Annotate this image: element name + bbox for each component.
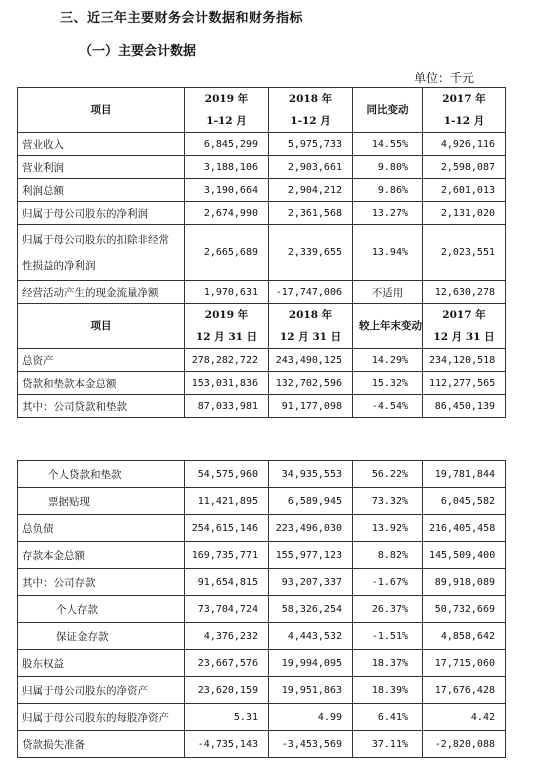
value-cell: 4,926,116: [423, 133, 506, 156]
value-cell: 132,702,596: [269, 372, 353, 395]
value-cell: 278,282,722: [185, 349, 269, 372]
row-label: 股东权益: [18, 650, 185, 677]
value-cell: 2,361,568: [269, 202, 353, 225]
row-label: 其中：公司贷款和垫款: [18, 395, 185, 418]
header-2019: 2019 年 1-12 月: [185, 88, 269, 133]
value-cell: 223,496,030: [269, 515, 353, 542]
row-label: 其中：公司存款: [18, 569, 185, 596]
row-label: 个人存款: [18, 596, 185, 623]
unit-label: 单位：千元: [413, 71, 474, 85]
change-cell: 13.92%: [353, 515, 423, 542]
value-cell: 5,975,733: [269, 133, 353, 156]
header-item: 项目: [18, 88, 185, 133]
header-2017: 2017 年 1-12 月: [423, 88, 506, 133]
value-cell: 4,376,232: [185, 623, 269, 650]
table-row: [18, 623, 506, 650]
header-2017-dec31: 2017 年 12 月 31 日: [423, 304, 506, 349]
table-row: [18, 461, 506, 488]
value-cell: 169,735,771: [185, 542, 269, 569]
value-cell: 6,045,582: [423, 488, 506, 515]
value-cell: -2,820,088: [423, 731, 506, 758]
value-cell: 86,450,139: [423, 395, 506, 418]
value-cell: 153,031,836: [185, 372, 269, 395]
header-item: 项目: [18, 304, 185, 349]
table-row: [18, 731, 506, 758]
value-cell: 91,654,815: [185, 569, 269, 596]
table-row: [18, 542, 506, 569]
value-cell: 58,326,254: [269, 596, 353, 623]
value-cell: 89,918,089: [423, 569, 506, 596]
row-label: 贷款损失准备: [18, 731, 185, 758]
value-cell: 3,188,106: [185, 156, 269, 179]
value-cell: 2,674,990: [185, 202, 269, 225]
value-cell: 23,620,159: [185, 677, 269, 704]
header-2018-dec31: 2018 年 12 月 31 日: [269, 304, 353, 349]
value-cell: 2,904,212: [269, 179, 353, 202]
header-change: 同比变动: [353, 88, 423, 133]
row-label: 个人贷款和垫款: [18, 461, 185, 488]
value-cell: -17,747,006: [269, 281, 353, 304]
accounting-data-table-top: [17, 87, 506, 418]
row-label: 营业利润: [18, 156, 185, 179]
value-cell: 234,120,518: [423, 349, 506, 372]
value-cell: 3,190,664: [185, 179, 269, 202]
value-cell: 145,509,400: [423, 542, 506, 569]
value-cell: 112,277,565: [423, 372, 506, 395]
row-label: 贷款和垫款本金总额: [18, 372, 185, 395]
table-row: [18, 156, 506, 179]
change-cell: 14.29%: [353, 349, 423, 372]
row-label: 总资产: [18, 349, 185, 372]
value-cell: 91,177,098: [269, 395, 353, 418]
change-cell: -4.54%: [353, 395, 423, 418]
row-label: 营业收入: [18, 133, 185, 156]
value-cell: 2,665,689: [185, 225, 269, 281]
value-cell: 254,615,146: [185, 515, 269, 542]
value-cell: 5.31: [185, 704, 269, 731]
value-cell: 6,589,945: [269, 488, 353, 515]
value-cell: 4.42: [423, 704, 506, 731]
change-cell: 13.94%: [353, 225, 423, 281]
value-cell: 155,977,123: [269, 542, 353, 569]
change-cell: 6.41%: [353, 704, 423, 731]
change-cell: 26.37%: [353, 596, 423, 623]
row-label: 存款本金总额: [18, 542, 185, 569]
change-cell: 18.37%: [353, 650, 423, 677]
row-label: 经营活动产生的现金流量净额: [18, 281, 185, 304]
value-cell: 19,994,095: [269, 650, 353, 677]
row-label: 归属于母公司股东的净利润: [18, 202, 185, 225]
table-header-row: [18, 88, 506, 133]
value-cell: 17,676,428: [423, 677, 506, 704]
table-header-row: [18, 304, 506, 349]
change-cell: -1.67%: [353, 569, 423, 596]
table-row: [18, 179, 506, 202]
row-label: 归属于母公司股东的净资产: [18, 677, 185, 704]
table-row: [18, 225, 506, 281]
table-row: [18, 349, 506, 372]
value-cell: 87,033,981: [185, 395, 269, 418]
value-cell: 4.99: [269, 704, 353, 731]
table-row: [18, 372, 506, 395]
value-cell: 50,732,669: [423, 596, 506, 623]
value-cell: 93,207,337: [269, 569, 353, 596]
header-change-vs-last-year-end: 较上年末变动: [353, 304, 423, 349]
value-cell: 19,951,863: [269, 677, 353, 704]
table-row: [18, 133, 506, 156]
table-row: [18, 281, 506, 304]
change-cell: 18.39%: [353, 677, 423, 704]
change-cell: 73.32%: [353, 488, 423, 515]
table-row: [18, 704, 506, 731]
change-cell: 8.82%: [353, 542, 423, 569]
row-label: 归属于母公司股东的扣除非经常性损益的净利润: [18, 225, 185, 281]
value-cell: 4,443,532: [269, 623, 353, 650]
value-cell: 73,704,724: [185, 596, 269, 623]
value-cell: 6,845,299: [185, 133, 269, 156]
header-2018: 2018 年 1-12 月: [269, 88, 353, 133]
value-cell: 2,339,655: [269, 225, 353, 281]
table-row: [18, 395, 506, 418]
change-cell: 13.27%: [353, 202, 423, 225]
value-cell: 2,131,020: [423, 202, 506, 225]
table-row: [18, 677, 506, 704]
table-row: [18, 650, 506, 677]
change-cell: 不适用: [353, 281, 423, 304]
row-label: 保证金存款: [18, 623, 185, 650]
row-label: 总负债: [18, 515, 185, 542]
row-label: 利润总额: [18, 179, 185, 202]
value-cell: 17,715,060: [423, 650, 506, 677]
change-cell: 15.32%: [353, 372, 423, 395]
value-cell: 216,405,458: [423, 515, 506, 542]
value-cell: 19,781,844: [423, 461, 506, 488]
accounting-data-table-bottom: [17, 460, 506, 758]
value-cell: 243,490,125: [269, 349, 353, 372]
change-cell: 56.22%: [353, 461, 423, 488]
value-cell: 54,575,960: [185, 461, 269, 488]
value-cell: 2,598,087: [423, 156, 506, 179]
value-cell: 11,421,895: [185, 488, 269, 515]
header-2019-dec31: 2019 年 12 月 31 日: [185, 304, 269, 349]
table-row: [18, 569, 506, 596]
change-cell: 14.55%: [353, 133, 423, 156]
change-cell: 9.86%: [353, 179, 423, 202]
value-cell: 34,935,553: [269, 461, 353, 488]
value-cell: -3,453,569: [269, 731, 353, 758]
table-row: [18, 596, 506, 623]
section-title: 三、近三年主要财务会计数据和财务指标: [60, 11, 304, 26]
sub-title: （一）主要会计数据: [79, 44, 197, 59]
value-cell: 23,667,576: [185, 650, 269, 677]
change-cell: -1.51%: [353, 623, 423, 650]
row-label: 票据贴现: [18, 488, 185, 515]
table-row: [18, 515, 506, 542]
row-label: 归属于母公司股东的每股净资产: [18, 704, 185, 731]
value-cell: 2,023,551: [423, 225, 506, 281]
value-cell: 2,903,661: [269, 156, 353, 179]
table-row: [18, 488, 506, 515]
value-cell: 2,601,013: [423, 179, 506, 202]
value-cell: 4,858,642: [423, 623, 506, 650]
table-row: [18, 202, 506, 225]
value-cell: 1,970,631: [185, 281, 269, 304]
value-cell: -4,735,143: [185, 731, 269, 758]
value-cell: 12,630,278: [423, 281, 506, 304]
change-cell: 37.11%: [353, 731, 423, 758]
change-cell: 9.80%: [353, 156, 423, 179]
